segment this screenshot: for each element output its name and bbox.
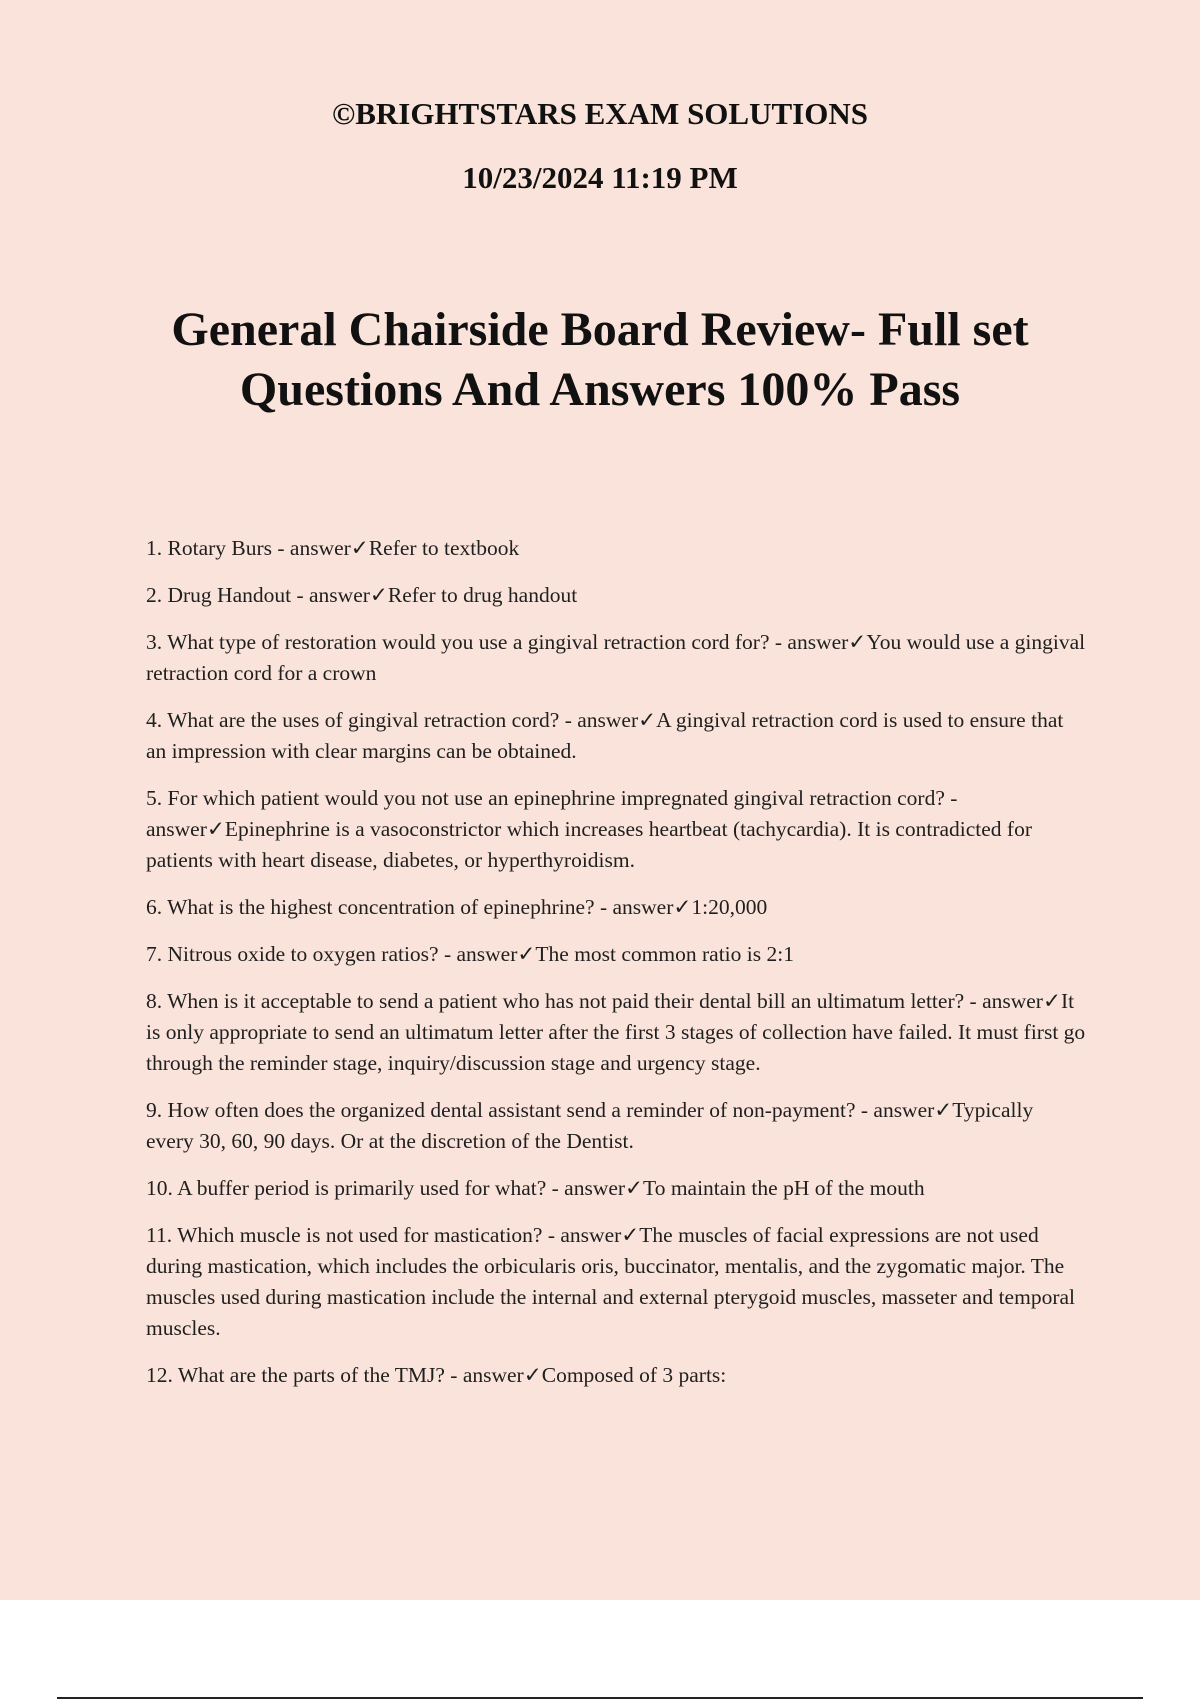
qa-item-8: 8. When is it acceptable to send a patient who has not paid their dental bill an ultimatum letter? - answer✓It is only appropriate to send an ultimatum letter after the first 3 stages of collection have failed. It must first go through the reminder stage, inquiry/discussion stage and urgency stage. xyxy=(146,989,1086,1075)
qa-item-2: 2. Drug Handout - answer✓Refer to drug handout xyxy=(146,583,578,607)
timestamp: 10/23/2024 11:19 PM xyxy=(462,160,738,195)
qa-item-7: 7. Nitrous oxide to oxygen ratios? - answer✓The most common ratio is 2:1 xyxy=(146,942,794,966)
page-divider xyxy=(57,1697,1143,1699)
qa-list xyxy=(146,533,1086,1407)
brand-header: ©BRIGHTSTARS EXAM SOLUTIONS xyxy=(332,96,868,131)
qa-item-1: 1. Rotary Burs - answer✓Refer to textbook xyxy=(146,536,520,560)
qa-item-3: 3. What type of restoration would you use a gingival retraction cord for? - answer✓You would use a gingival retraction cord for a crown xyxy=(146,630,1086,685)
qa-item-10: 10. A buffer period is primarily used for what? - answer✓To maintain the pH of the mouth xyxy=(146,1176,925,1200)
qa-item-11: 11. Which muscle is not used for mastication? - answer✓The muscles of facial expressions are not used during mastication, which includes the orbicularis oris, buccinator, mentalis, and the zygomatic major. The muscles used during mastication include the internal and external pterygoid muscles, masseter and temporal muscles. xyxy=(146,1223,1076,1340)
document-title: General Chairside Board Review- Full set Questions And Answers 100% Pass xyxy=(171,303,1029,417)
qa-item-4: 4. What are the uses of gingival retraction cord? - answer✓A gingival retraction cord is used to ensure that an impression with clear margins can be obtained. xyxy=(146,708,1064,763)
qa-item-5: 5. For which patient would you not use an epinephrine impregnated gingival retraction cord? - answer✓Epinephrine is a vasoconstrictor which increases heartbeat (tachycardia). It is contradicted for patients with heart disease, diabetes, or hyperthyroidism. xyxy=(146,786,1033,872)
qa-item-9: 9. How often does the organized dental assistant send a reminder of non-payment? - answer✓Typically every 30, 60, 90 days. Or at the discretion of the Dentist. xyxy=(146,1098,1034,1153)
qa-item-12: 12. What are the parts of the TMJ? - answer✓Composed of 3 parts: xyxy=(146,1363,727,1387)
qa-item-6: 6. What is the highest concentration of epinephrine? - answer✓1:20,000 xyxy=(146,895,768,919)
